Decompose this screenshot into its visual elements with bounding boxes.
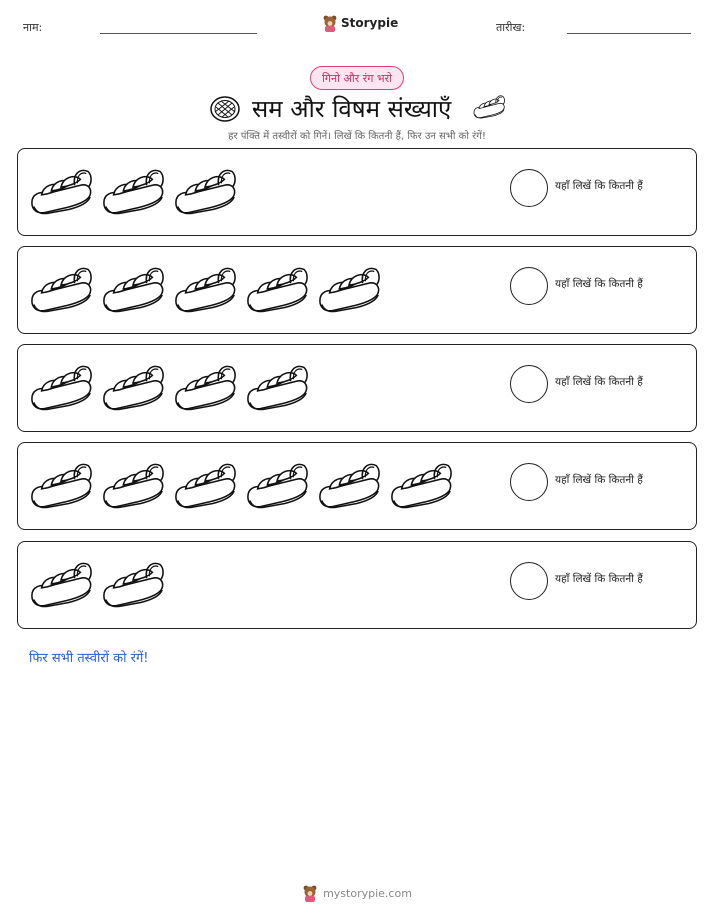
answer-circle[interactable] <box>510 562 548 600</box>
bear-mascot-icon <box>322 14 338 32</box>
sandal-icon <box>472 92 506 122</box>
answer-circle[interactable] <box>510 365 548 403</box>
sandal-icon <box>100 261 166 319</box>
counting-row <box>17 541 697 629</box>
sandal-icon <box>28 457 94 515</box>
answer-hint: यहाँ लिखें कि कितनी हैं <box>555 180 643 192</box>
site-footer <box>0 884 714 902</box>
title-row <box>0 92 714 126</box>
sandal-icon <box>388 457 454 515</box>
sandal-icon <box>172 261 238 319</box>
instructions: हर पंक्ति में तस्वीरों को गिनें। लिखें कि कितनी हैं, फिर उन सभी को रंगें! <box>228 131 486 142</box>
sandal-icon <box>28 261 94 319</box>
counting-row <box>17 344 697 432</box>
answer-hint: यहाँ लिखें कि कितनी हैं <box>555 278 643 290</box>
sandal-icon <box>100 163 166 221</box>
sandal-icon <box>316 457 382 515</box>
sandal-icon <box>100 457 166 515</box>
activity-badge: गिनो और रंग भरो <box>310 66 404 90</box>
brand-name: Storypie <box>341 16 399 30</box>
answer-circle[interactable] <box>510 169 548 207</box>
picture-group <box>28 556 166 614</box>
date-line <box>567 33 691 34</box>
sandal-icon <box>244 261 310 319</box>
counting-row <box>17 148 697 236</box>
picture-group <box>28 359 310 417</box>
sandal-icon <box>28 556 94 614</box>
site-url: mystorypie.com <box>323 886 412 900</box>
counting-row <box>17 442 697 530</box>
footer-note: फिर सभी तस्वीरों को रंगें! <box>29 651 149 666</box>
sandal-icon <box>100 359 166 417</box>
name-line <box>100 33 257 34</box>
date-label: तारीख: <box>496 21 526 34</box>
answer-hint: यहाँ लिखें कि कितनी हैं <box>555 376 643 388</box>
page-title: सम और विषम संख्याएँ <box>252 95 452 123</box>
answer-hint: यहाँ लिखें कि कितनी हैं <box>555 474 643 486</box>
brand-logo <box>322 14 398 32</box>
bear-mascot-icon <box>302 884 318 902</box>
answer-hint: यहाँ लिखें कि कितनी हैं <box>555 573 643 585</box>
header-bar <box>0 14 714 38</box>
waffle-icon <box>209 94 241 124</box>
counting-row <box>17 246 697 334</box>
sandal-icon <box>172 163 238 221</box>
name-label: नाम: <box>23 21 43 34</box>
sandal-icon <box>244 359 310 417</box>
sandal-icon <box>172 359 238 417</box>
answer-circle[interactable] <box>510 463 548 501</box>
answer-circle[interactable] <box>510 267 548 305</box>
picture-group <box>28 163 238 221</box>
sandal-icon <box>316 261 382 319</box>
sandal-icon <box>28 163 94 221</box>
sandal-icon <box>244 457 310 515</box>
sandal-icon <box>100 556 166 614</box>
sandal-icon <box>172 457 238 515</box>
picture-group <box>28 261 382 319</box>
picture-group <box>28 457 454 515</box>
sandal-icon <box>28 359 94 417</box>
